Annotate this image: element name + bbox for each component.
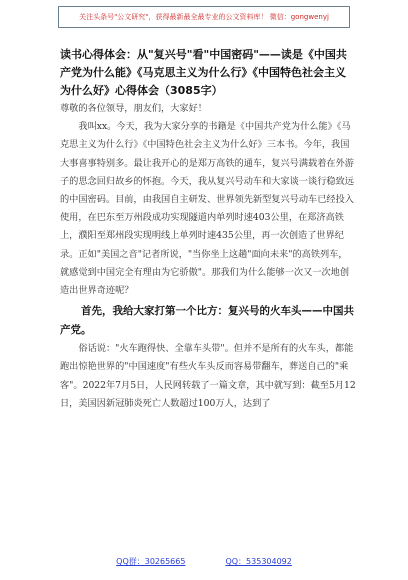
paragraph-section-1: 俗话说："火车跑得快、全靠车头带"。但并不是所有的火车头，都能跑出惊艳世界的"中国速度"有些火车头反而容易带翻车，葬送自己的"乘客"。2022年7月5日，人民网转载了一篇文章，其中就写到：截至5月12日，美国因新冠肺炎死亡人数超过100万人，达到了 <box>60 343 356 409</box>
footer-contacts <box>0 556 408 567</box>
qq-contact-link[interactable]: QQ：535304092 <box>225 557 292 566</box>
qq-group-link[interactable]: QQ群：30265665 <box>116 557 186 566</box>
greeting: 尊敬的各位领导，朋友们，大家好！ <box>60 103 207 114</box>
document-body <box>60 46 356 413</box>
promo-banner <box>58 6 350 28</box>
document-title: 读书心得体会：从"复兴号"看"中国密码"——读是《中国共产党为什么能》《马克思主义为什么行》《中国特色社会主义为什么好》心得体会（3085字） <box>60 48 347 97</box>
section-heading-1: 首先，我给大家打第一个比方：复兴号的火车头——中国共产党。 <box>60 305 354 337</box>
paragraph-intro: 我叫xx。今天，我为大家分享的书籍是《中国共产党为什么能》《马克思主义为什么行》《中国特色社会主义为什么好》三本书。今年，我国大事喜事特别多。最让我开心的是郑万高铁的通车，复兴号满载着在外游子的思念回归故乡的怀抱。今天，我从复兴号动车和大家谈一谈行稳致远的中国密码。目前，由我国自主研发、世界领先新型复兴号动车已经投入使用，在巴东至万州段成功实现隧道内单列时速403公里，在郑济高铁上，濮阳至郑州段实现明线上单列时速435公里，再一次创造了世界纪录。正如"美国之音"记者所说，"当你坐上这趟"面向未来"的高铁列车，就感觉到中国完全有理由为它骄傲"。那我们为什么能够一次又一次地创造出世界奇迹呢？ <box>60 121 354 297</box>
promo-banner-text: 关注头条号"公文研究"，获得最新最全最专业的公文资料库！ 微信：gongwenyj <box>79 13 329 21</box>
